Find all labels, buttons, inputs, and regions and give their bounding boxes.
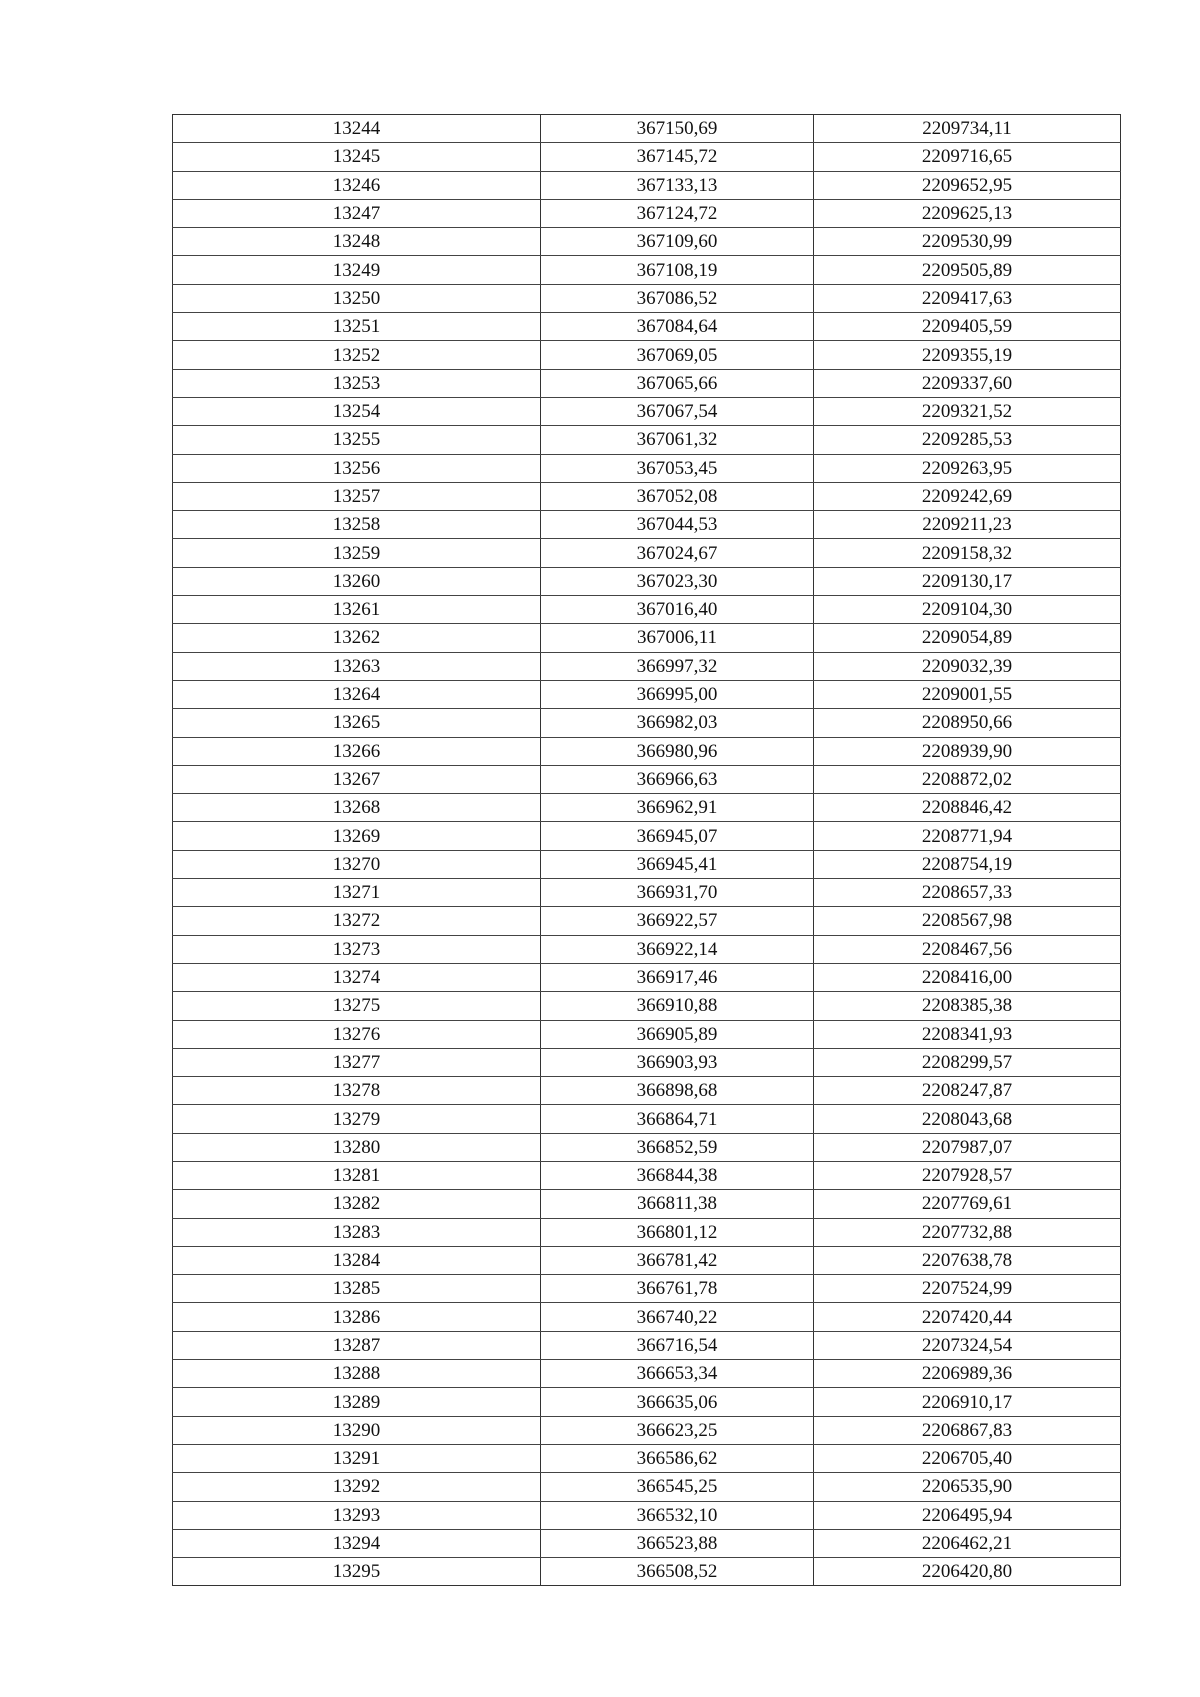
y-coordinate-cell: 2209505,89 — [814, 256, 1121, 284]
y-coordinate-cell: 2209625,13 — [814, 199, 1121, 227]
y-coordinate-cell: 2206910,17 — [814, 1388, 1121, 1416]
table-row — [173, 1501, 1121, 1529]
table-row — [173, 935, 1121, 963]
table-row — [173, 709, 1121, 737]
y-coordinate-cell: 2209285,53 — [814, 426, 1121, 454]
y-coordinate-cell: 2209211,23 — [814, 511, 1121, 539]
x-coordinate-cell: 366931,70 — [541, 879, 814, 907]
y-coordinate-cell: 2208846,42 — [814, 794, 1121, 822]
table-row — [173, 596, 1121, 624]
table-row — [173, 822, 1121, 850]
table-row — [173, 624, 1121, 652]
y-coordinate-cell: 2207732,88 — [814, 1218, 1121, 1246]
table-row — [173, 907, 1121, 935]
x-coordinate-cell: 366545,25 — [541, 1473, 814, 1501]
x-coordinate-cell: 366623,25 — [541, 1416, 814, 1444]
point-number-cell: 13295 — [173, 1558, 541, 1586]
x-coordinate-cell: 366761,78 — [541, 1275, 814, 1303]
x-coordinate-cell: 367061,32 — [541, 426, 814, 454]
table-row — [173, 1161, 1121, 1189]
table-row — [173, 1048, 1121, 1076]
table-row — [173, 511, 1121, 539]
x-coordinate-cell: 367086,52 — [541, 284, 814, 312]
y-coordinate-cell: 2206535,90 — [814, 1473, 1121, 1501]
point-number-cell: 13276 — [173, 1020, 541, 1048]
point-number-cell: 13251 — [173, 313, 541, 341]
point-number-cell: 13287 — [173, 1331, 541, 1359]
point-number-cell: 13284 — [173, 1246, 541, 1274]
table-row — [173, 652, 1121, 680]
x-coordinate-cell: 367084,64 — [541, 313, 814, 341]
x-coordinate-cell: 367024,67 — [541, 539, 814, 567]
point-number-cell: 13286 — [173, 1303, 541, 1331]
table-row — [173, 426, 1121, 454]
point-number-cell: 13272 — [173, 907, 541, 935]
table-row — [173, 143, 1121, 171]
x-coordinate-cell: 366922,14 — [541, 935, 814, 963]
x-coordinate-cell: 367108,19 — [541, 256, 814, 284]
x-coordinate-cell: 366852,59 — [541, 1133, 814, 1161]
x-coordinate-cell: 366995,00 — [541, 680, 814, 708]
x-coordinate-cell: 367053,45 — [541, 454, 814, 482]
point-number-cell: 13249 — [173, 256, 541, 284]
table-row — [173, 992, 1121, 1020]
point-number-cell: 13292 — [173, 1473, 541, 1501]
x-coordinate-cell: 366508,52 — [541, 1558, 814, 1586]
y-coordinate-cell: 2209405,59 — [814, 313, 1121, 341]
point-number-cell: 13265 — [173, 709, 541, 737]
y-coordinate-cell: 2208467,56 — [814, 935, 1121, 963]
table-row — [173, 765, 1121, 793]
point-number-cell: 13248 — [173, 228, 541, 256]
point-number-cell: 13293 — [173, 1501, 541, 1529]
table-row — [173, 539, 1121, 567]
point-number-cell: 13264 — [173, 680, 541, 708]
table-row — [173, 1416, 1121, 1444]
point-number-cell: 13262 — [173, 624, 541, 652]
y-coordinate-cell: 2209417,63 — [814, 284, 1121, 312]
table-row — [173, 115, 1121, 143]
coordinates-table — [172, 114, 1121, 1586]
point-number-cell: 13270 — [173, 850, 541, 878]
table-row — [173, 680, 1121, 708]
y-coordinate-cell: 2207324,54 — [814, 1331, 1121, 1359]
x-coordinate-cell: 366966,63 — [541, 765, 814, 793]
x-coordinate-cell: 366532,10 — [541, 1501, 814, 1529]
point-number-cell: 13294 — [173, 1529, 541, 1557]
point-number-cell: 13260 — [173, 567, 541, 595]
point-number-cell: 13253 — [173, 369, 541, 397]
y-coordinate-cell: 2207638,78 — [814, 1246, 1121, 1274]
x-coordinate-cell: 367065,66 — [541, 369, 814, 397]
point-number-cell: 13269 — [173, 822, 541, 850]
table-row — [173, 1303, 1121, 1331]
x-coordinate-cell: 367023,30 — [541, 567, 814, 595]
y-coordinate-cell: 2208771,94 — [814, 822, 1121, 850]
y-coordinate-cell: 2209263,95 — [814, 454, 1121, 482]
table-row — [173, 1388, 1121, 1416]
x-coordinate-cell: 366740,22 — [541, 1303, 814, 1331]
table-row — [173, 1133, 1121, 1161]
y-coordinate-cell: 2206495,94 — [814, 1501, 1121, 1529]
x-coordinate-cell: 366523,88 — [541, 1529, 814, 1557]
table-row — [173, 1558, 1121, 1586]
point-number-cell: 13252 — [173, 341, 541, 369]
table-row — [173, 397, 1121, 425]
point-number-cell: 13283 — [173, 1218, 541, 1246]
x-coordinate-cell: 366982,03 — [541, 709, 814, 737]
point-number-cell: 13285 — [173, 1275, 541, 1303]
point-number-cell: 13273 — [173, 935, 541, 963]
y-coordinate-cell: 2209054,89 — [814, 624, 1121, 652]
x-coordinate-cell: 367052,08 — [541, 482, 814, 510]
y-coordinate-cell: 2206705,40 — [814, 1444, 1121, 1472]
x-coordinate-cell: 366801,12 — [541, 1218, 814, 1246]
y-coordinate-cell: 2209734,11 — [814, 115, 1121, 143]
y-coordinate-cell: 2206462,21 — [814, 1529, 1121, 1557]
table-row — [173, 454, 1121, 482]
table-row — [173, 737, 1121, 765]
y-coordinate-cell: 2209652,95 — [814, 171, 1121, 199]
table-row — [173, 879, 1121, 907]
y-coordinate-cell: 2209716,65 — [814, 143, 1121, 171]
x-coordinate-cell: 366910,88 — [541, 992, 814, 1020]
y-coordinate-cell: 2209321,52 — [814, 397, 1121, 425]
y-coordinate-cell: 2208950,66 — [814, 709, 1121, 737]
table-row — [173, 1077, 1121, 1105]
y-coordinate-cell: 2209001,55 — [814, 680, 1121, 708]
y-coordinate-cell: 2207987,07 — [814, 1133, 1121, 1161]
point-number-cell: 13279 — [173, 1105, 541, 1133]
x-coordinate-cell: 366922,57 — [541, 907, 814, 935]
y-coordinate-cell: 2209158,32 — [814, 539, 1121, 567]
y-coordinate-cell: 2209130,17 — [814, 567, 1121, 595]
point-number-cell: 13247 — [173, 199, 541, 227]
x-coordinate-cell: 367109,60 — [541, 228, 814, 256]
x-coordinate-cell: 366716,54 — [541, 1331, 814, 1359]
table-row — [173, 199, 1121, 227]
y-coordinate-cell: 2207420,44 — [814, 1303, 1121, 1331]
x-coordinate-cell: 366898,68 — [541, 1077, 814, 1105]
y-coordinate-cell: 2206420,80 — [814, 1558, 1121, 1586]
point-number-cell: 13278 — [173, 1077, 541, 1105]
table-row — [173, 313, 1121, 341]
point-number-cell: 13263 — [173, 652, 541, 680]
table-row — [173, 369, 1121, 397]
y-coordinate-cell: 2208657,33 — [814, 879, 1121, 907]
x-coordinate-cell: 367069,05 — [541, 341, 814, 369]
x-coordinate-cell: 366844,38 — [541, 1161, 814, 1189]
x-coordinate-cell: 366962,91 — [541, 794, 814, 822]
table-row — [173, 1529, 1121, 1557]
y-coordinate-cell: 2208872,02 — [814, 765, 1121, 793]
table-row — [173, 850, 1121, 878]
table-row — [173, 171, 1121, 199]
y-coordinate-cell: 2209104,30 — [814, 596, 1121, 624]
x-coordinate-cell: 366945,41 — [541, 850, 814, 878]
table-row — [173, 567, 1121, 595]
x-coordinate-cell: 366905,89 — [541, 1020, 814, 1048]
table-row — [173, 1020, 1121, 1048]
point-number-cell: 13282 — [173, 1190, 541, 1218]
table-row — [173, 1218, 1121, 1246]
y-coordinate-cell: 2209032,39 — [814, 652, 1121, 680]
point-number-cell: 13255 — [173, 426, 541, 454]
y-coordinate-cell: 2207928,57 — [814, 1161, 1121, 1189]
point-number-cell: 13261 — [173, 596, 541, 624]
point-number-cell: 13259 — [173, 539, 541, 567]
point-number-cell: 13290 — [173, 1416, 541, 1444]
y-coordinate-cell: 2208939,90 — [814, 737, 1121, 765]
y-coordinate-cell: 2208754,19 — [814, 850, 1121, 878]
x-coordinate-cell: 366945,07 — [541, 822, 814, 850]
table-row — [173, 1331, 1121, 1359]
table-row — [173, 284, 1121, 312]
point-number-cell: 13280 — [173, 1133, 541, 1161]
x-coordinate-cell: 367067,54 — [541, 397, 814, 425]
x-coordinate-cell: 367124,72 — [541, 199, 814, 227]
y-coordinate-cell: 2208385,38 — [814, 992, 1121, 1020]
x-coordinate-cell: 366586,62 — [541, 1444, 814, 1472]
table-row — [173, 1444, 1121, 1472]
point-number-cell: 13244 — [173, 115, 541, 143]
point-number-cell: 13250 — [173, 284, 541, 312]
x-coordinate-cell: 366781,42 — [541, 1246, 814, 1274]
y-coordinate-cell: 2207769,61 — [814, 1190, 1121, 1218]
table-row — [173, 1246, 1121, 1274]
y-coordinate-cell: 2208247,87 — [814, 1077, 1121, 1105]
y-coordinate-cell: 2208567,98 — [814, 907, 1121, 935]
y-coordinate-cell: 2208416,00 — [814, 963, 1121, 991]
x-coordinate-cell: 366635,06 — [541, 1388, 814, 1416]
x-coordinate-cell: 366997,32 — [541, 652, 814, 680]
table-row — [173, 1190, 1121, 1218]
y-coordinate-cell: 2208341,93 — [814, 1020, 1121, 1048]
point-number-cell: 13289 — [173, 1388, 541, 1416]
point-number-cell: 13246 — [173, 171, 541, 199]
y-coordinate-cell: 2208299,57 — [814, 1048, 1121, 1076]
coordinates-table-body — [173, 115, 1121, 1586]
point-number-cell: 13258 — [173, 511, 541, 539]
x-coordinate-cell: 367133,13 — [541, 171, 814, 199]
x-coordinate-cell: 367016,40 — [541, 596, 814, 624]
y-coordinate-cell: 2208043,68 — [814, 1105, 1121, 1133]
table-row — [173, 1105, 1121, 1133]
table-row — [173, 482, 1121, 510]
point-number-cell: 13266 — [173, 737, 541, 765]
x-coordinate-cell: 367145,72 — [541, 143, 814, 171]
x-coordinate-cell: 367006,11 — [541, 624, 814, 652]
point-number-cell: 13281 — [173, 1161, 541, 1189]
x-coordinate-cell: 367150,69 — [541, 115, 814, 143]
table-row — [173, 341, 1121, 369]
point-number-cell: 13288 — [173, 1360, 541, 1388]
point-number-cell: 13254 — [173, 397, 541, 425]
point-number-cell: 13257 — [173, 482, 541, 510]
x-coordinate-cell: 366864,71 — [541, 1105, 814, 1133]
y-coordinate-cell: 2209355,19 — [814, 341, 1121, 369]
x-coordinate-cell: 366980,96 — [541, 737, 814, 765]
y-coordinate-cell: 2207524,99 — [814, 1275, 1121, 1303]
point-number-cell: 13256 — [173, 454, 541, 482]
x-coordinate-cell: 366903,93 — [541, 1048, 814, 1076]
point-number-cell: 13245 — [173, 143, 541, 171]
table-row — [173, 228, 1121, 256]
table-row — [173, 1473, 1121, 1501]
point-number-cell: 13275 — [173, 992, 541, 1020]
point-number-cell: 13274 — [173, 963, 541, 991]
table-row — [173, 1360, 1121, 1388]
x-coordinate-cell: 366653,34 — [541, 1360, 814, 1388]
y-coordinate-cell: 2206867,83 — [814, 1416, 1121, 1444]
x-coordinate-cell: 366917,46 — [541, 963, 814, 991]
table-row — [173, 256, 1121, 284]
y-coordinate-cell: 2209242,69 — [814, 482, 1121, 510]
x-coordinate-cell: 367044,53 — [541, 511, 814, 539]
y-coordinate-cell: 2209530,99 — [814, 228, 1121, 256]
table-row — [173, 794, 1121, 822]
table-row — [173, 963, 1121, 991]
y-coordinate-cell: 2206989,36 — [814, 1360, 1121, 1388]
point-number-cell: 13267 — [173, 765, 541, 793]
point-number-cell: 13291 — [173, 1444, 541, 1472]
table-row — [173, 1275, 1121, 1303]
x-coordinate-cell: 366811,38 — [541, 1190, 814, 1218]
point-number-cell: 13268 — [173, 794, 541, 822]
point-number-cell: 13271 — [173, 879, 541, 907]
point-number-cell: 13277 — [173, 1048, 541, 1076]
y-coordinate-cell: 2209337,60 — [814, 369, 1121, 397]
